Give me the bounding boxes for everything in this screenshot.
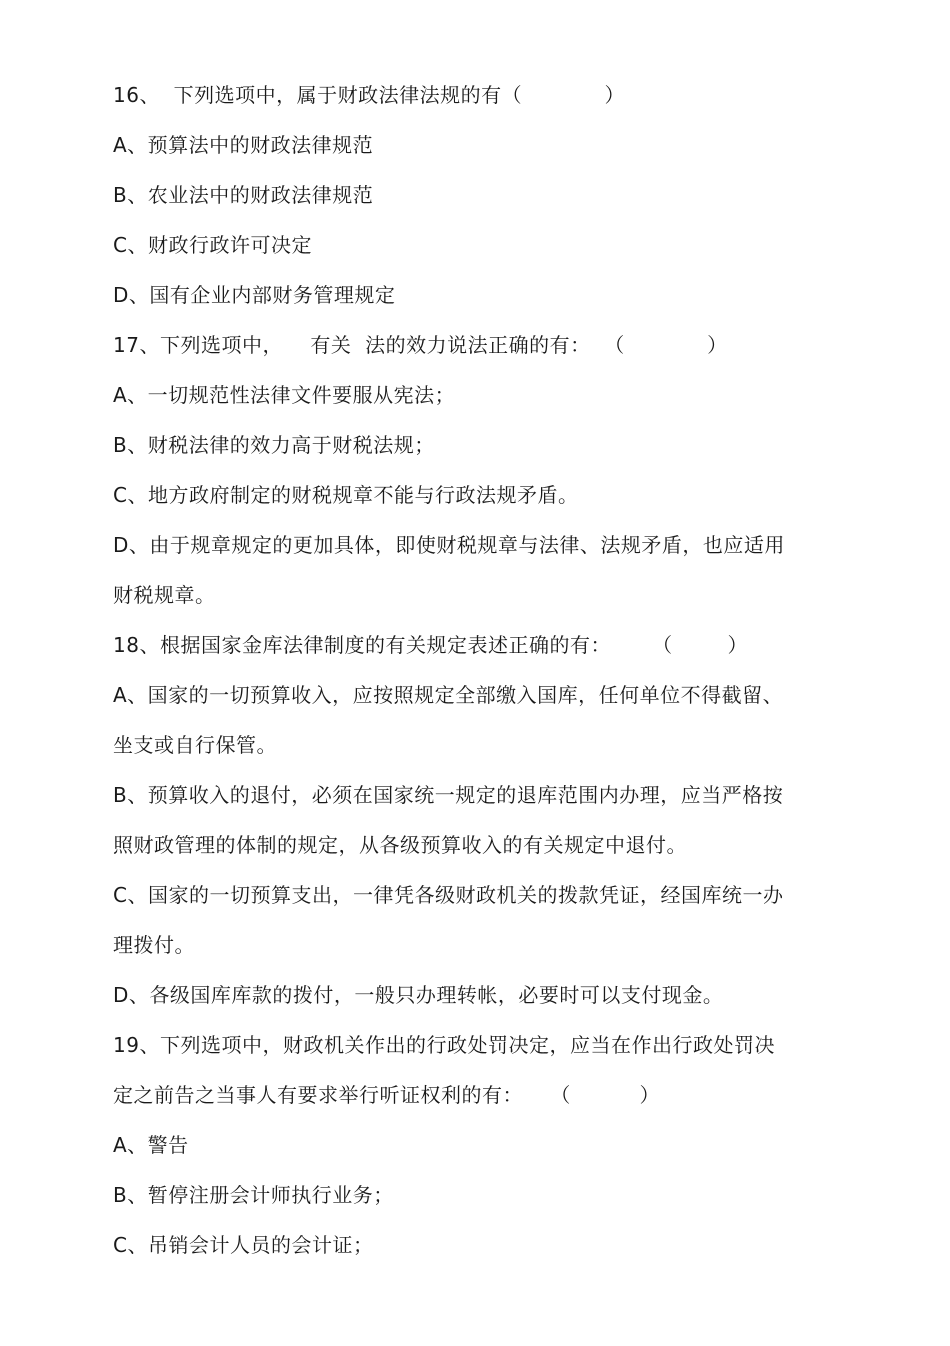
- question-17-option-d: D、由于规章规定的更加具体，即使财税规章与法律、法规矛盾，也应适用: [113, 533, 785, 557]
- question-17-option-b: B、财税法律的效力高于财税法规；: [113, 433, 435, 457]
- question-18-option-a-cont: 坐支或自行保管。: [113, 733, 277, 757]
- question-17-option-a: A、一切规范性法律文件要服从宪法；: [113, 383, 456, 407]
- question-19-option-a: A、警告: [113, 1133, 189, 1157]
- question-19-option-b: B、暂停注册会计师执行业务；: [113, 1183, 394, 1207]
- question-17-option-c: C、地方政府制定的财税规章不能与行政法规矛盾。: [113, 483, 579, 507]
- question-18-option-b: B、预算收入的退付，必须在国家统一规定的退库范围内办理，应当严格按: [113, 783, 784, 807]
- question-17-stem: 17、下列选项中， 有关 法的效力说法正确的有： （ ）: [113, 333, 728, 357]
- question-18-option-d: D、各级国库库款的拨付，一般只办理转帐，必要时可以支付现金。: [113, 983, 724, 1007]
- question-18-option-c-cont: 理拨付。: [113, 933, 195, 957]
- question-19-option-c: C、吊销会计人员的会计证；: [113, 1233, 374, 1257]
- question-19-stem: 19、下列选项中，财政机关作出的行政处罚决定，应当在作出行政处罚决: [113, 1033, 775, 1057]
- question-17-option-d-cont: 财税规章。: [113, 583, 216, 607]
- question-18-stem: 18、根据国家金库法律制度的有关规定表述正确的有： （ ）: [113, 633, 748, 657]
- question-16-option-d: D、国有企业内部财务管理规定: [113, 283, 396, 307]
- question-16-option-c: C、财政行政许可决定: [113, 233, 312, 257]
- question-19-stem-cont: 定之前告之当事人有要求举行听证权利的有： （ ）: [113, 1083, 661, 1107]
- question-16-stem: 16、 下列选项中，属于财政法律法规的有（ ）: [113, 83, 625, 107]
- question-16-option-b: B、农业法中的财政法律规范: [113, 183, 374, 207]
- question-18-option-c: C、国家的一切预算支出，一律凭各级财政机关的拨款凭证，经国库统一办: [113, 883, 784, 907]
- question-16-option-a: A、预算法中的财政法律规范: [113, 133, 374, 157]
- question-18-option-b-cont: 照财政管理的体制的规定，从各级预算收入的有关规定中退付。: [113, 833, 687, 857]
- question-18-option-a: A、国家的一切预算收入，应按照规定全部缴入国库，任何单位不得截留、: [113, 683, 784, 707]
